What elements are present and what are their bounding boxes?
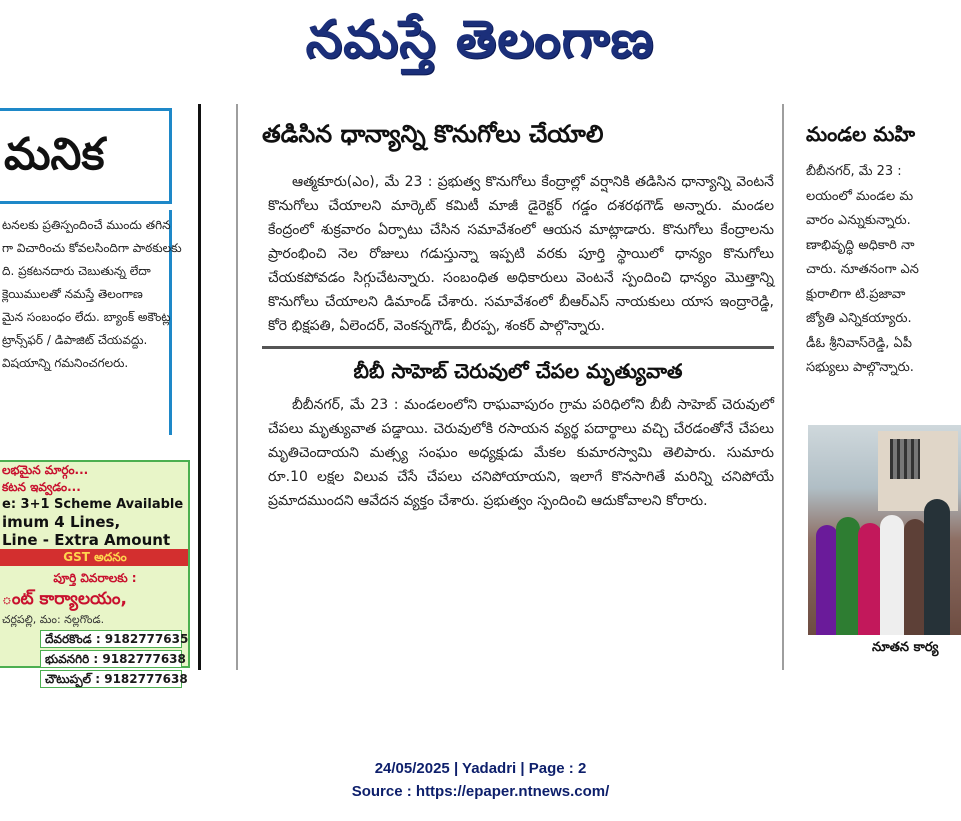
- footer-source: Source : https://epaper.ntnews.com/: [351, 783, 610, 800]
- photo-person: [836, 517, 860, 635]
- photo-person: [858, 523, 882, 635]
- ad-gst: GST అదనం: [0, 549, 188, 566]
- ad-phone: దేవరకొండ : 9182777635: [40, 630, 182, 648]
- article-separator: [262, 346, 774, 349]
- photo-person: [904, 519, 926, 635]
- classified-ad-column: [0, 104, 201, 686]
- ad-extra: Line - Extra Amount: [2, 531, 171, 549]
- ad-office: ంట్ కార్యాలయం,: [2, 589, 127, 609]
- ad-notice-line: విషయాన్ని గమనించగలరు.: [2, 356, 129, 370]
- ad-min-lines: imum 4 Lines,: [2, 513, 121, 531]
- photo-person: [816, 525, 838, 635]
- article-body: [262, 393, 774, 513]
- article-body: [262, 170, 774, 338]
- ad-rates-box: [0, 460, 190, 686]
- ad-disclaimer: [0, 210, 182, 435]
- ad-scheme: e: 3+1 Scheme Available: [2, 497, 184, 512]
- ad-phone: భువనగిరి : 9182777638: [40, 650, 182, 668]
- ad-notice-line: మైన సంబంధం లేదు. బ్యాంక్ అకౌంట్ల: [2, 310, 171, 324]
- photo-window: [890, 439, 920, 479]
- ad-tagline: కటన ఇవ్వడం...: [2, 480, 81, 494]
- article-line: సభ్యులు పాల్గొన్నారు.: [806, 360, 914, 375]
- ad-contact-label: పూర్తి వివరాలకు :: [53, 571, 137, 585]
- article-headline: మండల మహి: [806, 122, 916, 146]
- news-photo: [808, 425, 961, 635]
- article-line: డీఓ శ్రీనివాస్‌రెడ్డి, ఏపీ: [806, 335, 912, 351]
- article-paragraph: బీబీనగర్, మే 23 : మండలంలోని రాఘవాపురం గ్రామ పరిధిలోని బీబీ సాహెబ్ చెరువులో చేపలు మృత్యువాత పడ్డాయి. చెరువులోకి రసాయన వ్యర్థ పదార్థాలు వచ్చి చేరడంతోనే చేపలు మృతిచెందాయని మత్స్య సంఘం అధ్యక్షుడు మేకల కుమారస్వామి తెలిపారు. సుమారు రూ.10 లక్షల విలువ చేసే చేపలు చనిపోయాయని, ఇలాగే కొనసాగితే మరిన్ని చనిపోయే ప్రమాదముందని ఆవేదన వ్యక్తం చేశారు. ప్రభుత్వం స్పందించి ఆదుకోవాలని కోరారు.: [268, 397, 774, 509]
- photo-person: [880, 515, 904, 635]
- footer-date-edition: 24/05/2025 | Yadadri | Page : 2: [374, 760, 587, 777]
- article-body: [806, 160, 961, 381]
- article-line: జ్యోతి ఎన్నికయ్యారు.: [806, 311, 912, 326]
- ad-notice-line: టనలకు ప్రతిస్పందించే ముందు తగిన: [2, 218, 171, 232]
- right-article-column: [806, 112, 961, 381]
- article-line: ణాభివృద్ధి అధికారి నా: [806, 237, 915, 253]
- article-headline: బీబీ సాహెబ్ చెరువులో చేపల మృత్యువాత: [353, 359, 683, 383]
- article-headline: తడిసిన ధాన్యాన్ని కొనుగోలు చేయాలి: [262, 120, 604, 148]
- column-divider: [198, 104, 201, 670]
- ad-phone: చౌటుప్పల్ : 9182777638: [40, 670, 182, 688]
- ad-title: మనిక: [0, 108, 172, 204]
- ad-notice-line: ది. ప్రకటనదారు చెబుతున్న లేదా: [2, 264, 151, 278]
- main-article-column: [262, 112, 774, 513]
- ad-address: చర్లపల్లి, మం: నల్లగొండ.: [2, 613, 105, 626]
- photo-caption: నూతన కార్య: [872, 640, 939, 655]
- ad-tagline: లభమైన మార్గం...: [2, 463, 89, 477]
- article-line: బీబీనగర్, మే 23 :: [806, 164, 902, 179]
- article-line: లయంలో మండల మ: [806, 188, 914, 204]
- ad-notice-line: గా విచారించు కోవలసిందిగా పాఠకులకు: [2, 241, 182, 255]
- article-paragraph: ఆత్మకూరు(ఎం), మే 23 : ప్రభుత్వ కొనుగోలు కేంద్రాల్లో వర్షానికి తడిసిన ధాన్యాన్ని వెంటనే కొనుగోలు చేయాలని మార్కెట్ కమిటీ మాజీ డైరెక్టర్ గడ్డం దశరథగౌడ్ అన్నారు. మండల కేంద్రంలో శుక్రవారం ఏర్పాటు చేసిన సమావేశంలో ఆయన మాట్లాడారు. కొనుగోలు కేంద్రాలను ప్రారంభించి నెల రోజులు గడుస్తున్నా ఇప్పటి వరకు పూర్తి స్థాయిలో ధాన్యం కొనుగోలు చేయకపోవడం సిగ్గుచేటన్నారు. సంబంధిత అధికారులు వెంటనే స్పందించి ధాన్యం మొత్తాన్ని కొనుగోలు చేయాలని డిమాండ్ చేశారు. సమావేశంలో బీఆర్ఎస్ నాయకులు యాస ఇంద్రారెడ్డి, కోరె భిక్షపతి, ఏలెందర్, వెంకన్నగౌడ్, బీరప్ప, శంకర్ పాల్గొన్నారు.: [268, 174, 774, 334]
- ad-notice-line: ట్రాన్స్‌ఫర్ / డిపాజిట్ చేయవద్దు.: [2, 333, 148, 347]
- newspaper-masthead: నమస్తే తెలంగాణ: [305, 9, 655, 70]
- column-divider: [782, 104, 784, 670]
- article-line: క్షురాలిగా టి.ప్రజావా: [806, 286, 906, 302]
- article-line: చారు. నూతనంగా ఎన: [806, 262, 919, 277]
- article-line: వారం ఎన్నుకున్నారు.: [806, 213, 911, 228]
- ad-notice-line: క్లెయిములతో నమస్తే తెలంగాణ: [2, 287, 143, 301]
- photo-person: [924, 499, 950, 635]
- column-divider: [236, 104, 238, 670]
